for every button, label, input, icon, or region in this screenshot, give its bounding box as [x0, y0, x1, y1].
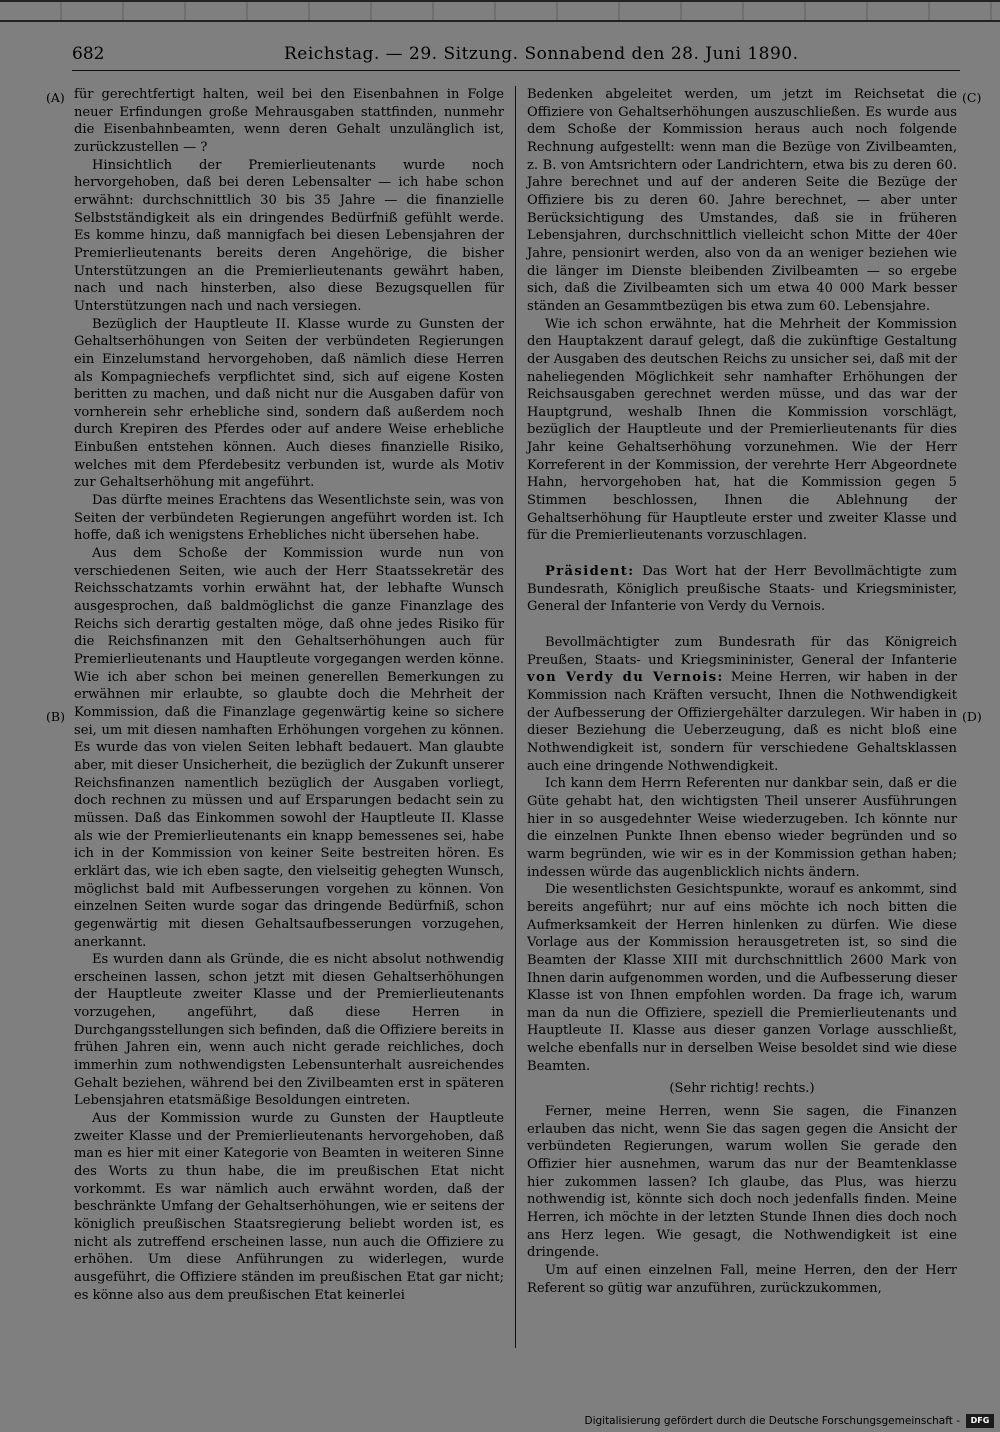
margin-marker-d: (D) — [962, 709, 982, 724]
digitization-credit: Digitalisierung gefördert durch die Deutsche Forschungsgemeinschaft - — [584, 1415, 960, 1427]
margin-marker-c: (C) — [962, 90, 982, 105]
paragraph: Bedenken abgeleitet werden, um jetzt im Reichsetat die Offiziere von Gehaltserhöhungen auszuschließen. Es wurde aus dem Schoße der Kommission heraus auch noch folgende Rechnung aufgestellt: wenn man die Bezüge von Zivilbeamten, z. B. von Amtsrichtern oder Landrichtern, etwa bis zu deren 60. Jahre berechnet und auf der anderen Seite die Bezüge der Offiziere bis zu deren 60. Jahre berechnet, — aber unter Berücksichtigung des Umstandes, daß sie in früheren Lebensjahren, durchschnittlich vielleicht schon Mitte der 40er Jahre, pensionirt werden, also von da an weniger beziehen wie die länger im Dienste bleibenden Zivilbeamten — so ergebe sich, daß die Zivilbeamten sich um etwa 40 000 Mark besser ständen an Gesammtbezügen bis etwa zum 60. Lebensjahre. — [527, 87, 957, 314]
page-header — [72, 40, 962, 68]
speaker-name: Präsident: — [545, 564, 635, 580]
header-rule — [72, 70, 960, 71]
speaker-name: von Verdy du Vernois: — [527, 670, 724, 686]
column-separator — [515, 86, 516, 1348]
paragraph: Es wurden dann als Gründe, die es nicht absolut nothwendig erscheinen lassen, schon jetzt mit diesen Gehaltserhöhungen der Hauptleute zweiter Klasse und der Premierlieutenants vorzugehen, angeführt, daß diese Herren in Durchgangsstellungen sich befinden, daß die Offiziere bereits in frühen Jahren ein, wenn auch nicht gerade reichliches, doch immerhin zum nothwendigsten Lebensunterhalt ausreichendes Gehalt beziehen, während bei den Zivilbeamten erst in späteren Lebensjahren etatsmäßige Besoldungen eintreten. — [74, 952, 504, 1109]
paragraph: Ferner, meine Herren, wenn Sie sagen, die Finanzen erlauben das nicht, wenn Sie das sagen gegen die Ansicht der verbündeten Regierungen, warum wollen Sie gerade den Offizier hier ausnehmen, warum das nur der Beamtenklasse hier zukommen lassen? Ich glaube, das Plus, was hierzu nothwendig ist, könnte sich doch noch jedenfalls finden. Meine Herren, ich möchte in der letzten Stunde Ihnen dies doch noch ans Herz legen. Wie gesagt, die Nothwendigkeit ist eine dringende. — [527, 1104, 957, 1261]
running-title: Reichstag. — 29. Sitzung. Sonnabend den 28. Juni 1890. — [284, 44, 799, 64]
minister-paragraph — [527, 634, 957, 775]
page-number: 682 — [72, 44, 105, 64]
paragraph: Hinsichtlich der Premierlieutenants wurde noch hervorgehoben, daß bei deren Lebensalter — ich habe schon erwähnt: durchschnittlich 30 bis 35 Jahre — die finanzielle Selbstständigkeit als ein dringendes Bedürfniß gefühlt werde. Es komme hinzu, daß mannigfach bei diesen Lebensjahren der Premierlieutenants bereits deren Angehörige, die bisher Unterstützungen an die Premierlieutenants gewährt haben, nach und nach hinsterben, also diese Bezugsquellen für Unterstützungen nach und nach versiegen. — [74, 157, 504, 314]
paragraph: Bezüglich der Hauptleute II. Klasse wurde zu Gunsten der Gehaltserhöhungen von Seiten der verbündeten Regierungen ein Einzelumstand hervorgehoben, daß nämlich diese Herren als Kompagniechefs verpflichtet sind, sich auf eigene Kosten beritten zu machen, und daß nicht nur die Ausgaben dafür von vornherein sehr erhebliche sind, sondern daß außerdem noch durch Krepiren des Pferdes oder auf andere Weise erhebliche Einbußen entstehen können. Auch dieses finanzielle Risiko, welches mit dem Pferdebesitz verbunden ist, wurde als Motiv zur Gehaltserhöhung mit angeführt. — [74, 316, 504, 491]
paragraph: Ich kann dem Herrn Referenten nur dankbar sein, daß er die Güte gehabt hat, den wichtigsten Theil unserer Ausführungen hier in so ausgedehnter Weise wiederzugeben. Ich könnte nur die einzelnen Punkte Ihnen ebenso wieder begründen und so warm begründen, wie wir es in der Kommission gethan haben; indessen würde das augenblicklich nichts ändern. — [527, 776, 957, 880]
dfg-logo: DFG — [966, 1414, 994, 1428]
paragraph: Wie ich schon erwähnte, hat die Mehrheit der Kommission den Hauptakzent darauf gelegt, daß die zukünftige Gestaltung der Ausgaben des deutschen Reichs zu unsicher sei, daß mit der naheliegenden Möglichkeit sehr namhafter Erhöhungen der Reichsausgaben gerechnet werden müsse, und das war der Hauptgrund, weshalb Ihnen die Kommission vorschlägt, bezüglich der Hauptleute und der Premierlieutenants für dies Jahr keine Gehaltserhöhung vorzunehmen. Wie der Herr Korreferent in der Kommission, der verehrte Herr Abgeordnete Hahn, hervorgehoben hat, hat die Kommission gegen 5 Stimmen beschlossen, Ihnen die Ablehnung der Gehaltserhöhung für Hauptleute erster und zweiter Klasse und für die Premierlieutenants vorzuschlagen. — [527, 316, 957, 544]
paragraph: Das dürfte meines Erachtens das Wesentlichste sein, was von Seiten der verbündeten Regierungen angeführt worden ist. Ich hoffe, daß ich wenigstens Erhebliches nicht übersehen habe. — [74, 493, 504, 544]
margin-marker-a: (A) — [46, 90, 65, 105]
margin-marker-b: (B) — [46, 709, 65, 724]
speech-text: Das Wort hat der Herr Bevollmächtigte zum Bundesrath, Königlich preußische Staats- und Kriegsminister, General der Infanterie von Verdy du Vernois. — [527, 564, 957, 615]
paragraph: für gerechtfertigt halten, weil bei den Eisenbahnen in Folge neuer Erfindungen große Mehrausgaben stattfinden, nunmehr die Eisenbahnbeamten, wenn deren Gehalt unzulänglich ist, zurückzustellen — ? — [74, 87, 504, 155]
applause-note: (Sehr richtig! rechts.) — [669, 1081, 815, 1097]
right-column — [527, 86, 957, 1297]
paragraph: Aus dem Schoße der Kommission wurde nun von verschiedenen Seiten, wie auch der Herr Staatssekretär des Reichsschatzamts vorhin erwähnt hat, der lebhafte Wunsch ausgesprochen, daß baldmöglichst die ganze Finanzlage des Reichs sich derartig gestalten möge, daß ohne jedes Risiko für die Reichsfinanzen mit den Gehaltserhöhungen auch für Premierlieutenants und Hauptleute vorgegangen werden könne. Wie ich aber schon bei meinen generellen Bemerkungen zu erwähnen mir erlaubte, so glaubte doch die Mehrheit der Kommission, daß die Finanzlage gegenwärtig keine so sichere sei, um mit diesen namhaften Erhöhungen vorgehen zu können. Es wurde das von vielen Seiten lebhaft bedauert. Man glaubte aber, mit dieser Unsicherheit, die bezüglich der Zukunft unserer Reichsfinanzen namentlich bezüglich der Ausgaben vorliegt, doch rechnen zu müssen und auf Ersparungen bedacht sein zu müssen. Daß das Einkommen sowohl der Hauptleute II. Klasse als wie der Premierlieutenants ein knapp bemessenes sei, habe ich in der Kommission von keiner Seite bestreiten hören. Es erklärt das, wie ich eben sagte, den vielseitig gehegten Wunsch, möglichst bald mit Aufbesserungen vorgehen zu können. Von einzelnen Seiten wurde sogar das dringende Bedürfniß, schon gegenwärtig mit diesen Gehaltsaufbesserungen vorzugehen, anerkannt. — [74, 546, 504, 950]
paragraph: Die wesentlichsten Gesichtspunkte, worauf es ankommt, sind bereits angeführt; nur auf eins möchte ich noch bitten die Aufmerksamkeit der Herren hinlenken zu dürfen. Wie diese Vorlage aus der Kommission herausgetreten ist, so sind die Beamten der Klasse XIII mit durchschnittlich 2600 Mark von Ihnen darin aufgenommen worden, und die Aufbesserung dieser Klasse ist von Ihnen empfohlen worden. Da frage ich, warum man da nun die Offiziere, speziell die Premierlieutenants und Hauptleute II. Klasse aus dieser ganzen Vorlage ausschließt, welche ebenfalls nur in derselben Weise besoldet sind wie diese Beamten. — [527, 882, 957, 1074]
speaker-title: Bevollmächtigter zum Bundesrath für das Königreich Preußen, Staats- und Kriegsmininister, General der Infanterie — [527, 635, 957, 668]
left-column — [74, 86, 504, 1304]
speech-text: Meine Herren, wir haben in der Kommission nach Kräften versucht, Ihnen die Nothwendigkeit der Aufbesserung der Offiziergehälter darzulegen. Wir haben in dieser Beziehung die Ueberzeugung, daß es nicht bloß eine Nothwendigkeit ist, sondern für verschiedene Gehaltsklassen auch eine dringende Nothwendigkeit. — [527, 670, 957, 774]
paragraph: Aus der Kommission wurde zu Gunsten der Hauptleute zweiter Klasse und der Premierlieutenants hervorgehoben, daß man es hier mit einer Kategorie von Beamten in weiteren Sinne des Worts zu thun habe, die im preußischen Etat nicht vorkommt. Es war nämlich auch erwähnt worden, daß der beschränkte Umfang der Gehaltserhöhungen, wie er seitens der königlich preußischen Staatsregierung beliebt worden ist, es nicht als zutreffend erscheinen lasse, nun auch die Offiziere zu erhöhen. Um diese Anführungen zu widerlegen, wurde ausgeführt, die Offiziere ständen im preußischen Etat gar nicht; es könne also aus dem preußischen Etat keinerlei — [74, 1111, 504, 1303]
top-border — [0, 0, 1000, 22]
paragraph: Um auf einen einzelnen Fall, meine Herren, den der Herr Referent so gütig war anzuführen, zurückzukommen, — [527, 1263, 957, 1296]
footer — [0, 1412, 1000, 1432]
president-paragraph — [527, 563, 957, 616]
